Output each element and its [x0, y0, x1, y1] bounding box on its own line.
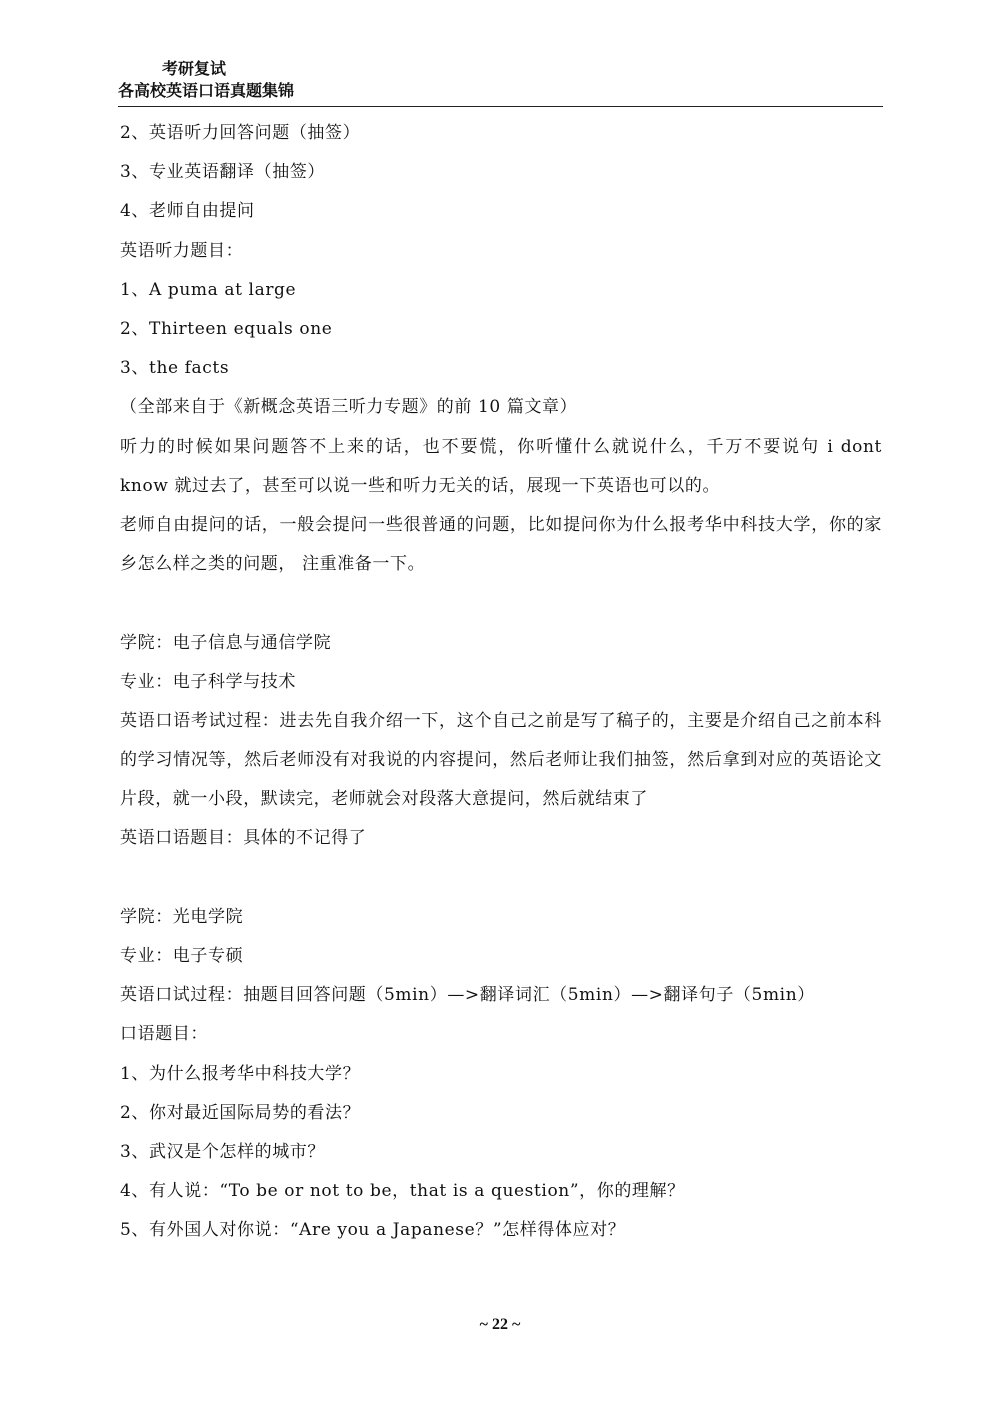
question-item: 4、有人说：“To be or not to be，that is a question”，你的理解？ [120, 1181, 685, 1202]
college-label: 学院：电子信息与通信学院 [120, 632, 332, 653]
oral-questions-label: 英语口语题目：具体的不记得了 [120, 828, 367, 849]
question-item: 2、你对最近国际局势的看法？ [120, 1102, 361, 1123]
question-item: 1、为什么报考华中科技大学？ [120, 1063, 361, 1084]
exam-process-line: 英语口试过程：抽题目回答问题（5min）—>翻译词汇（5min）—>翻译句子（5min） [120, 985, 815, 1006]
question-item: 3、武汉是个怎样的城市？ [120, 1141, 326, 1162]
major-label: 专业：电子专硕 [120, 946, 244, 967]
spacer [120, 584, 882, 623]
exam-process-paragraph: 英语口语考试过程：进去先自我介绍一下，这个自己之前是写了稿子的，主要是介绍自己之前本科的学习情况等，然后老师没有对我说的内容提问，然后老师让我们抽签，然后拿到对应的英语论文片段，就一小段，默读完，老师就会对段落大意提问，然后就结束了 [120, 710, 882, 810]
question-item: 5、有外国人对你说：“Are you a Japanese？”怎样得体应对？ [120, 1220, 626, 1241]
header-title-line2: 各高校英语口语真题集锦 [118, 81, 295, 100]
listening-item: 2、Thirteen equals one [120, 318, 333, 339]
free-question-tip-paragraph: 老师自由提问的话，一般会提问一些很普通的问题，比如提问你为什么报考华中科技大学，你的家乡怎么样之类的问题， 注重准备一下。 [120, 514, 882, 575]
list-item: 2、英语听力回答问题（抽签） [120, 123, 361, 143]
header-title-line1: 考研复试 [162, 59, 227, 78]
page-header [118, 58, 883, 107]
listening-title: 英语听力题目： [120, 240, 244, 261]
college-label: 学院：光电学院 [120, 906, 244, 927]
major-label: 专业：电子科学与技术 [120, 671, 296, 692]
document-body [120, 114, 882, 1251]
page-number: ~ 22 ~ [479, 1316, 521, 1333]
listening-tip-paragraph: 听力的时候如果问题答不上来的话，也不要慌，你听懂什么就说什么，千万不要说句 i dont know 就过去了，甚至可以说一些和听力无关的话，展现一下英语也可以的。 [120, 436, 882, 496]
oral-questions-title: 口语题目： [120, 1024, 208, 1045]
list-item: 4、老师自由提问 [120, 201, 255, 222]
list-item: 3、专业英语翻译（抽签） [120, 162, 326, 183]
source-note: （全部来自于《新概念英语三听力专题》的前 10 篇文章） [120, 397, 578, 418]
spacer [120, 859, 882, 898]
listening-item: 1、A puma at large [120, 279, 297, 300]
listening-item: 3、the facts [120, 358, 230, 379]
